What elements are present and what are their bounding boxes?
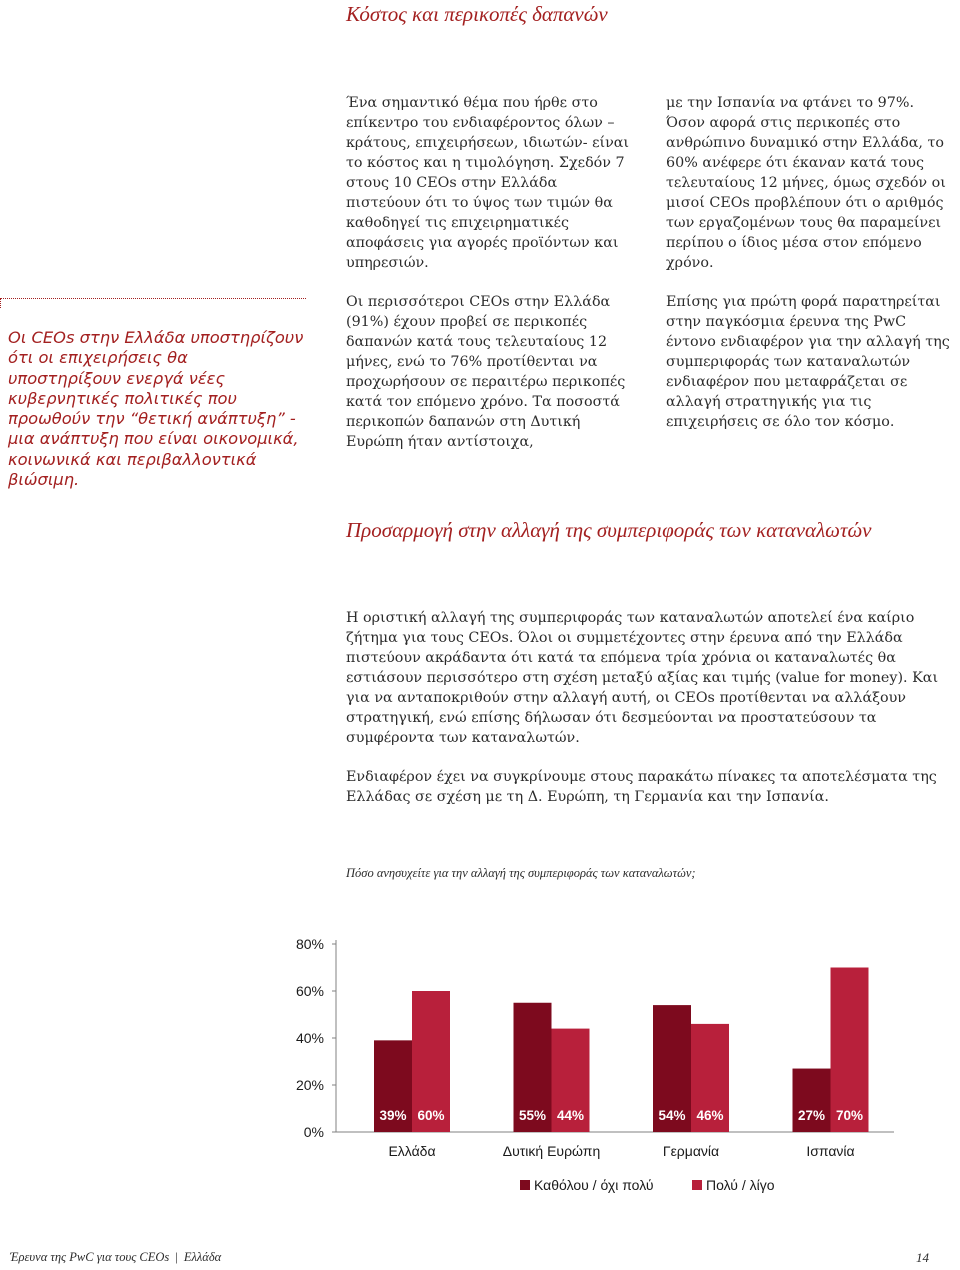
paragraph: Η οριστική αλλαγή της συμπεριφοράς των καταναλωτών αποτελεί ένα καίριο ζήτημα για τους CEOs. Όλοι οι συμμετέχοντες στην έρευνα από την Ελλάδα πιστεύουν ακράδαντα ότι κατά τα επόμενα τρία χρόνια οι καταναλωτές θα εστιάσουν περισσότερο στη σχέση μεταξύ αξίας και τιμής (value for money). Και για να ανταποκριθούν στην αλλαγή αυτή, οι CEOs προτίθενται να αλλάξουν στρατηγική, ενώ επίσης δήλωσαν ότι δεσμεύονται να προστατεύσουν τα συμφέροντα των καταναλωτών. bbox=[346, 610, 939, 746]
section-title-consumer: Προσαρμογή στην αλλαγή της συμπεριφοράς των καταναλωτών bbox=[346, 518, 872, 542]
bar-value-label: 27% bbox=[797, 1108, 826, 1123]
section2-body bbox=[346, 608, 944, 826]
page-number: 14 bbox=[916, 1250, 929, 1265]
paragraph: Ενδιαφέρον έχει να συγκρίνουμε στους παρακάτω πίνακες τα αποτελέσματα της Ελλάδας σε σχέση με τη Δ. Ευρώπη, τη Γερμανία και την Ισπανία. bbox=[346, 769, 937, 805]
chart-caption: Πόσο ανησυχείτε για την αλλαγή της συμπεριφοράς των καταναλωτών; bbox=[346, 866, 696, 880]
x-tick-label: Δυτική Ευρώπη bbox=[502, 1143, 601, 1159]
legend-swatch bbox=[692, 1180, 702, 1190]
legend-label: Πολύ / λίγο bbox=[706, 1177, 775, 1193]
quote-divider-tick bbox=[0, 298, 1, 308]
column-left bbox=[346, 93, 636, 471]
x-tick-label: Ελλάδα bbox=[388, 1143, 436, 1159]
paragraph: με την Ισπανία να φτάνει το 97%. Όσον αφορά στις περικοπές στο ανθρώπινο δυναμικό στην Ελλάδα, το 60% ανέφερε ότι έκαναν κατά τους τελευταίους 12 μήνες, όμως σχεδόν οι μισοί CEOs προβλέπουν ότι ο αριθμός των εργαζομένων τους θα παραμείνει περίπου ο ίδιος μέσα στον επόμενο χρόνο. bbox=[666, 95, 946, 271]
footer-country: Ελλάδα bbox=[183, 1250, 222, 1264]
x-tick-label: Ισπανία bbox=[806, 1143, 855, 1159]
y-tick-label: 20% bbox=[295, 1077, 324, 1093]
footer-separator: | bbox=[175, 1250, 178, 1264]
footer-title: Έρευνα της PwC για τους CEOs bbox=[10, 1250, 170, 1264]
column-right bbox=[666, 93, 956, 451]
bar-value-label: 44% bbox=[556, 1108, 585, 1123]
bar-chart bbox=[0, 900, 960, 1215]
y-tick-label: 0% bbox=[303, 1124, 324, 1140]
quote-divider bbox=[0, 298, 306, 299]
section-title-cost: Κόστος και περικοπές δαπανών bbox=[346, 2, 608, 26]
legend-swatch bbox=[520, 1180, 530, 1190]
legend-label: Καθόλου / όχι πολύ bbox=[534, 1177, 654, 1193]
y-tick-label: 40% bbox=[295, 1030, 324, 1046]
footer-left bbox=[10, 1250, 221, 1265]
bar-value-label: 55% bbox=[518, 1108, 547, 1123]
y-tick-label: 60% bbox=[295, 983, 324, 999]
bar-value-label: 60% bbox=[417, 1108, 445, 1123]
x-tick-label: Γερμανία bbox=[662, 1143, 720, 1159]
pull-quote: Οι CEOs στην Ελλάδα υποστηρίζουν ότι οι επιχειρήσεις θα υποστηρίξουν ενεργά νέες κυβερνητικές πολιτικές που προωθούν την “θετική ανάπτυξη” - μια ανάπτυξη που είναι οικονομικά, κοινωνικά και περιβαλλοντικά βιώσιμη. bbox=[8, 328, 304, 490]
bar-value-label: 54% bbox=[658, 1108, 686, 1123]
y-tick-label: 80% bbox=[295, 936, 324, 952]
paragraph: Επίσης για πρώτη φορά παρατηρείται στην παγκόσμια έρευνα της PwC έντονο ενδιαφέρον για την αλλαγή της συμπεριφοράς των καταναλωτών ενδιαφέρον που μεταφράζεται σε αλλαγή στρατηγικής για τις επιχειρήσεις σε όλο τον κόσμο. bbox=[666, 294, 950, 430]
bar-value-label: 46% bbox=[696, 1108, 724, 1123]
bar-value-label: 39% bbox=[379, 1108, 407, 1123]
bar-value-label: 70% bbox=[835, 1108, 864, 1123]
paragraph: Οι περισσότεροι CEOs στην Ελλάδα (91%) έχουν προβεί σε περικοπές δαπανών κατά τους τελευταίους 12 μήνες, ενώ το 76% προτίθενται να προχωρήσουν σε περαιτέρω περικοπές κατά τον επόμενο χρόνο. Τα ποσοστά περικοπών δαπανών στη Δυτική Ευρώπη ήταν αντίστοιχα, bbox=[346, 294, 626, 450]
paragraph: Ένα σημαντικό θέμα που ήρθε στο επίκεντρο του ενδιαφέροντος όλων –κράτους, επιχειρήσεων, ιδιωτών- είναι το κόστος και η τιμολόγηση. Σχεδόν 7 στους 10 CEOs στην Ελλάδα πιστεύουν ότι το ύψος των τιμών θα καθοδηγεί τις επιχειρηματικές αποφάσεις για αγορές προϊόντων και υπηρεσιών. bbox=[346, 95, 630, 271]
